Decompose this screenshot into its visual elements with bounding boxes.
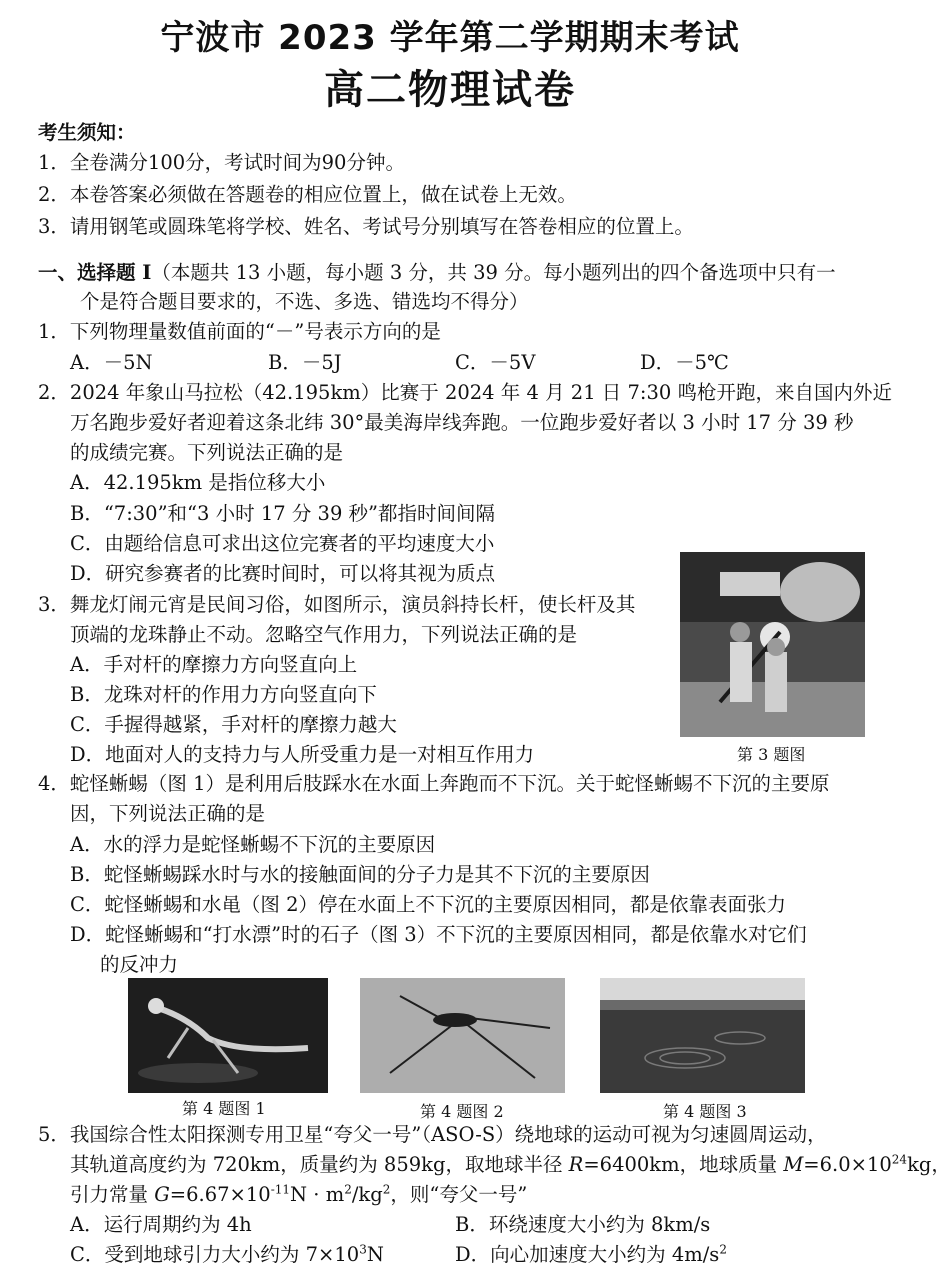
q4-figure2-caption: 第 4 题图 2 bbox=[420, 1102, 504, 1121]
notice-item: 2．本卷答案必须做在答题卷的相应位置上，做在试卷上无效。 bbox=[38, 183, 577, 206]
section-desc-line2: 个是符合题目要求的，不选、多选、错选均不得分） bbox=[80, 290, 529, 313]
q1-option-c: C．－5V bbox=[455, 351, 536, 374]
q4-option-b: B．蛇怪蜥蜴踩水时与水的接触面间的分子力是其不下沉的主要原因 bbox=[70, 863, 650, 886]
q5-option-c: C．受到地球引力大小约为 $7\times 10^3N$ bbox=[70, 1242, 384, 1266]
q3-stem-line: 顶端的龙珠静止不动。忽略空气作用力，下列说法正确的是 bbox=[70, 623, 578, 646]
section-heading-line1 bbox=[38, 258, 836, 288]
q4-stem-line: 因，下列说法正确的是 bbox=[70, 802, 266, 825]
q2-stem-line: 的成绩完赛。下列说法正确的是 bbox=[70, 441, 344, 464]
q4-option-d: D．蛇怪蜥蜴和“打水漂”时的石子（图 3）不下沉的主要原因相同，都是依靠水对它们 bbox=[70, 923, 807, 946]
q5-stem-line3: 引力常量 $G=6.67\times 10^{-11}N \cdot m^2/kg^2$，则“夸父一号” bbox=[70, 1182, 528, 1206]
q3-stem-line: 3．舞龙灯闹元宵是民间习俗，如图所示，演员斜持长杆，使长杆及其 bbox=[38, 593, 636, 616]
q3-option-d: D．地面对人的支持力与人所受重力是一对相互作用力 bbox=[70, 743, 535, 766]
q1-option-d: D．－5℃ bbox=[640, 351, 729, 374]
q3-option-b: B．龙珠对杆的作用力方向竖直向下 bbox=[70, 683, 377, 706]
notice-item: 1．全卷满分100分，考试时间为90分钟。 bbox=[38, 151, 405, 174]
q4-figure1-caption: 第 4 题图 1 bbox=[182, 1099, 266, 1118]
q3-figure-caption: 第 3 题图 bbox=[737, 745, 806, 764]
q5-option-b: B．环绕速度大小约为 8km/s bbox=[455, 1213, 711, 1236]
q4-stem-line: 4．蛇怪蜥蜴（图 1）是利用后肢踩水在水面上奔跑而不下沉。关于蛇怪蜥蜴不下沉的主要原 bbox=[38, 772, 830, 795]
q5-stem-line2: 其轨道高度约为 720km，质量约为 859kg，取地球半径 R=6400km，地球质量 $M=6.0\times 10^{24}kg$， bbox=[70, 1152, 951, 1176]
dragon-dance-photo bbox=[680, 552, 865, 737]
q5-stem-line1: 5．我国综合性太阳探测专用卫星“夸父一号”（ASO-S）绕地球的运动可视为匀速圆周运动， bbox=[38, 1123, 827, 1146]
q3-option-c: C．手握得越紧，手对杆的摩擦力越大 bbox=[70, 713, 397, 736]
q2-stem-line: 2．2024 年象山马拉松（42.195km）比赛于 2024 年 4 月 21 日 7:30 鸣枪开跑，来自国内外近 bbox=[38, 381, 892, 404]
q2-stem-line: 万名跑步爱好者迎着这条北纬 30°最美海岸线奔跑。一位跑步爱好者以 3 小时 17 分 39 秒 bbox=[70, 411, 854, 434]
exam-subtitle: 高二物理试卷 bbox=[324, 67, 576, 113]
q1-option-a: A．－5N bbox=[70, 351, 153, 374]
section-desc: （本题共 13 小题，每小题 3 分，共 39 分。每小题列出的四个备选项中只有一 bbox=[151, 261, 836, 284]
q2-option-c: C．由题给信息可求出这位完赛者的平均速度大小 bbox=[70, 532, 495, 555]
water-strider-photo bbox=[360, 978, 565, 1093]
section-title: 一、选择题 I bbox=[38, 261, 152, 284]
q1-stem: 1．下列物理量数值前面的“－”号表示方向的是 bbox=[38, 320, 441, 343]
exam-title: 宁波市 2023 学年第二学期期末考试 bbox=[160, 18, 740, 58]
skipping-stone-photo bbox=[600, 978, 805, 1093]
notice-heading: 考生须知： bbox=[38, 121, 136, 144]
q2-option-a: A．42.195km 是指位移大小 bbox=[70, 471, 326, 494]
notice-item: 3．请用钢笔或圆珠笔将学校、姓名、考试号分别填写在答卷相应的位置上。 bbox=[38, 215, 694, 238]
q4-figure3-caption: 第 4 题图 3 bbox=[663, 1102, 747, 1121]
q2-option-d: D．研究参赛者的比赛时间时，可以将其视为质点 bbox=[70, 562, 496, 585]
q5-option-a: A．运行周期约为 4h bbox=[70, 1213, 252, 1236]
q4-option-a: A．水的浮力是蛇怪蜥蜴不下沉的主要原因 bbox=[70, 833, 436, 856]
q4-option-d-cont: 的反冲力 bbox=[100, 953, 179, 976]
q2-option-b: B．“7:30”和“3 小时 17 分 39 秒”都指时间间隔 bbox=[70, 502, 496, 525]
q3-option-a: A．手对杆的摩擦力方向竖直向上 bbox=[70, 653, 358, 676]
q5-option-d: D．向心加速度大小约为 $4m/s^2$ bbox=[455, 1242, 727, 1266]
lizard-photo bbox=[128, 978, 328, 1093]
q1-option-b: B．－5J bbox=[268, 351, 342, 374]
q4-option-c: C．蛇怪蜥蜴和水黾（图 2）停在水面上不下沉的主要原因相同，都是依靠表面张力 bbox=[70, 893, 787, 916]
